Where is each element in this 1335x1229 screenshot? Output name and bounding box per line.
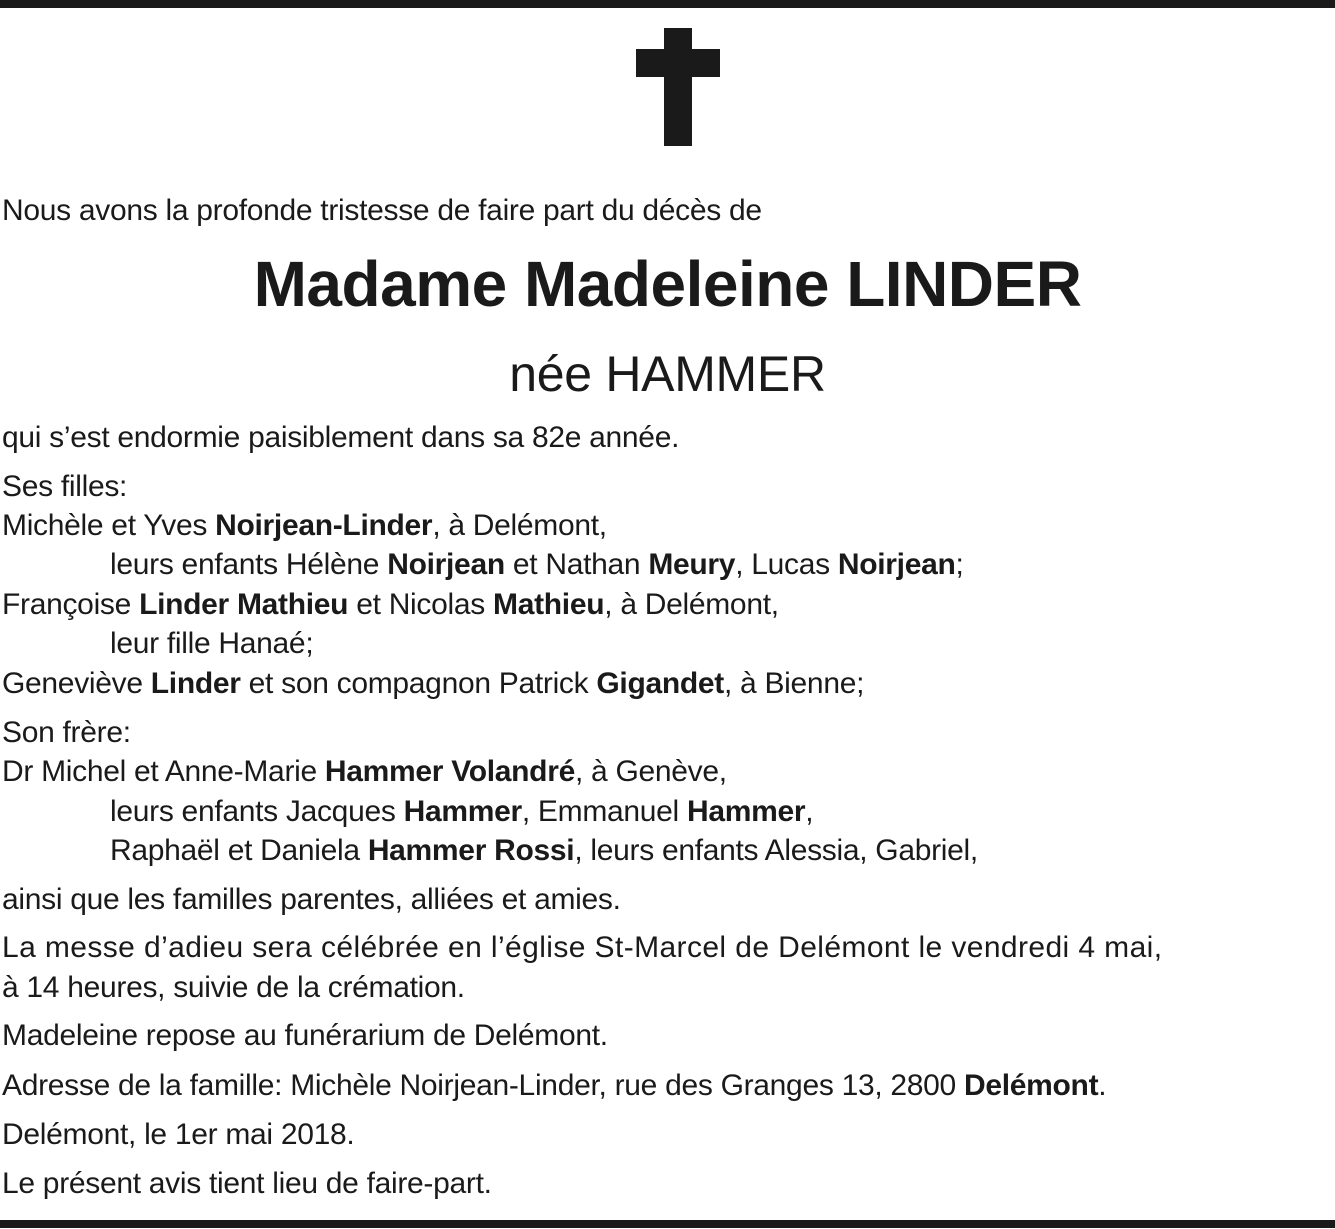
- surname: Hammer: [403, 795, 522, 828]
- text-segment: Geneviève: [2, 667, 151, 700]
- text-segment: .: [1098, 1069, 1107, 1102]
- surname: Linder Mathieu: [139, 588, 349, 621]
- text-segment: et Nathan: [504, 548, 649, 581]
- intro-text: Nous avons la profonde tristesse de faire part du décès de: [2, 194, 762, 227]
- brother-family-line: [2, 754, 727, 790]
- rest-text: Madeleine repose au funérarium de Delémont.: [2, 1019, 608, 1052]
- passing-text: qui s’est endormie paisiblement dans sa 82e année.: [2, 421, 680, 454]
- surname: Hammer Rossi: [367, 834, 575, 867]
- text-segment: et Nicolas: [348, 588, 493, 621]
- text-segment: , leurs enfants Alessia, Gabriel,: [574, 834, 978, 867]
- surname: Hammer Volandré: [324, 755, 575, 788]
- top-rule: [0, 0, 1335, 8]
- family-line: [110, 626, 313, 662]
- mass-text-line2: à 14 heures, suivie de la crémation.: [2, 971, 465, 1004]
- text-segment: , Lucas: [735, 548, 838, 581]
- text-segment: Adresse de la famille: Michèle Noirjean-Linder, rue des Granges 13, 2800: [2, 1069, 964, 1102]
- surname: Hammer: [686, 795, 806, 828]
- family-address: [2, 1068, 1106, 1104]
- brother-family-line: [110, 833, 978, 869]
- bottom-rule: [0, 1220, 1335, 1228]
- brother-heading: Son frère:: [2, 716, 131, 749]
- deceased-name: Madame Madeleine LINDER: [253, 248, 1082, 320]
- family-line: [2, 587, 779, 623]
- maiden-name: née HAMMER: [509, 346, 826, 402]
- text-segment: leurs enfants Jacques: [110, 795, 404, 828]
- text-segment: leurs enfants Hélène: [110, 548, 388, 581]
- surname: Linder: [150, 667, 241, 700]
- text-segment: ,: [805, 795, 814, 828]
- brother-family-line: [110, 794, 813, 830]
- text-segment: , Emmanuel: [521, 795, 687, 828]
- surname: Noirjean: [387, 548, 505, 581]
- surname: Delémont: [963, 1069, 1099, 1102]
- surname: Meury: [648, 548, 736, 581]
- family-line: [2, 666, 864, 702]
- surname: Noirjean: [837, 548, 956, 581]
- mass-text-line1: La messe d’adieu sera célébrée en l’église St-Marcel de Delémont le vendredi 4 mai,: [2, 931, 1163, 964]
- text-segment: , à Bienne;: [723, 667, 865, 700]
- notice-text: Le présent avis tient lieu de faire-part.: [2, 1167, 492, 1200]
- family-line: [2, 508, 607, 544]
- text-segment: leur fille Hanaé;: [110, 627, 314, 660]
- relatives-text: ainsi que les familles parentes, alliées et amies.: [2, 883, 621, 916]
- text-segment: , à Delémont,: [432, 509, 607, 542]
- text-segment: et son compagnon Patrick: [240, 667, 597, 700]
- surname: Gigandet: [596, 667, 724, 700]
- date-place: Delémont, le 1er mai 2018.: [2, 1118, 355, 1151]
- text-segment: , à Delémont,: [604, 588, 779, 621]
- cross-icon: [636, 28, 720, 146]
- text-segment: Raphaël et Daniela: [110, 834, 368, 867]
- family-line: [110, 547, 964, 583]
- surname: Noirjean-Linder: [215, 509, 433, 542]
- surname: Mathieu: [493, 588, 605, 621]
- text-segment: ;: [955, 548, 964, 581]
- text-segment: Françoise: [2, 588, 140, 621]
- text-segment: Dr Michel et Anne-Marie: [2, 755, 325, 788]
- text-segment: , à Genève,: [574, 755, 727, 788]
- daughters-heading: Ses filles:: [2, 470, 128, 503]
- text-segment: Michèle et Yves: [2, 509, 216, 542]
